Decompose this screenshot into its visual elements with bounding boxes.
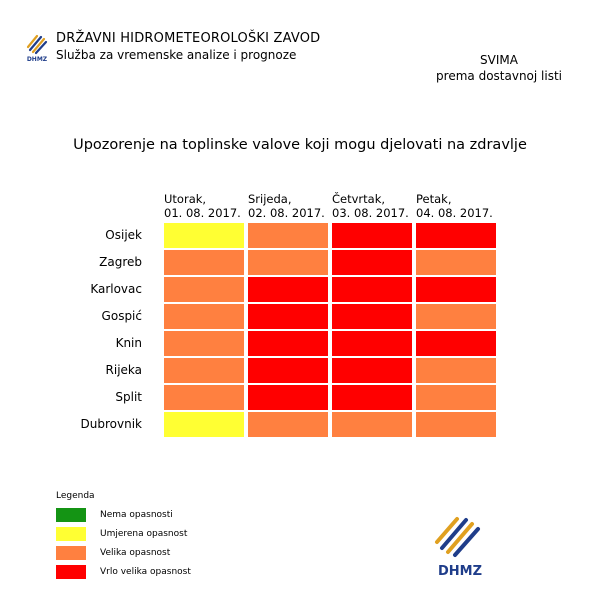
city-label: Split [115,390,142,404]
warning-cell [332,277,412,302]
legend-label: Umjerena opasnost [100,529,188,539]
day-header [332,192,416,220]
warning-cell [248,358,328,383]
recipient-line-2: prema dostavnoj listi [436,69,562,83]
day-date: 03. 08. 2017. [332,206,409,220]
warning-cell [248,250,328,275]
warning-cell [164,223,244,248]
warning-cell [164,412,244,437]
city-label: Rijeka [105,363,142,377]
recipient-block [436,52,562,84]
day-header [248,192,332,220]
warning-cell [164,331,244,356]
legend-label: Vrlo velika opasnost [100,567,191,577]
warning-cell [248,277,328,302]
warning-cell [248,385,328,410]
city-label: Dubrovnik [80,417,142,431]
day-header [164,192,248,220]
legend-swatch [56,508,86,522]
city-label: Knin [115,336,142,350]
warning-cell [332,412,412,437]
city-label: Gospić [101,309,142,323]
day-name: Petak, [416,192,452,206]
legend-label: Nema opasnosti [100,510,173,520]
warning-cell [332,385,412,410]
legend-swatch [56,527,86,541]
city-label: Zagreb [99,255,142,269]
org-name: DRŽAVNI HIDROMETEOROLOŠKI ZAVOD [56,31,321,46]
warning-cell [164,358,244,383]
recipient-line-1: SVIMA [480,53,518,67]
city-label: Karlovac [90,282,142,296]
day-header [416,192,500,220]
warning-cell [332,304,412,329]
warning-cell [416,331,496,356]
dhmz-logo-small-icon [24,33,50,63]
warning-cell [248,223,328,248]
warning-cell [416,250,496,275]
legend-label: Velika opasnost [100,548,171,558]
warning-cell [416,277,496,302]
warning-cell [164,250,244,275]
warning-cell [332,250,412,275]
city-label: Osijek [105,228,142,242]
warning-cell [332,223,412,248]
warning-cell [416,223,496,248]
warning-cell [416,412,496,437]
warning-cell [248,304,328,329]
warning-cell [164,277,244,302]
warning-cell [416,304,496,329]
day-name: Srijeda, [248,192,292,206]
warning-cell [332,358,412,383]
org-service: Služba za vremenske analize i prognoze [56,48,297,62]
day-date: 04. 08. 2017. [416,206,493,220]
day-name: Utorak, [164,192,207,206]
page-title: Upozorenje na toplinske valove koji mogu djelovati na zdravlje [73,137,527,153]
legend-swatch [56,565,86,579]
warning-cell [416,358,496,383]
legend-title: Legenda [56,491,95,501]
warning-cell [416,385,496,410]
warning-cell [332,331,412,356]
dhmz-logo-icon [432,514,488,578]
warning-cell [248,412,328,437]
day-date: 02. 08. 2017. [248,206,325,220]
day-date: 01. 08. 2017. [164,206,241,220]
warning-cell [164,385,244,410]
day-name: Četvrtak, [332,192,386,206]
legend-swatch [56,546,86,560]
logo-text: DHMZ [437,564,483,578]
warning-cell [164,304,244,329]
warning-cell [248,331,328,356]
logo-small-text: DHMZ [26,56,48,63]
